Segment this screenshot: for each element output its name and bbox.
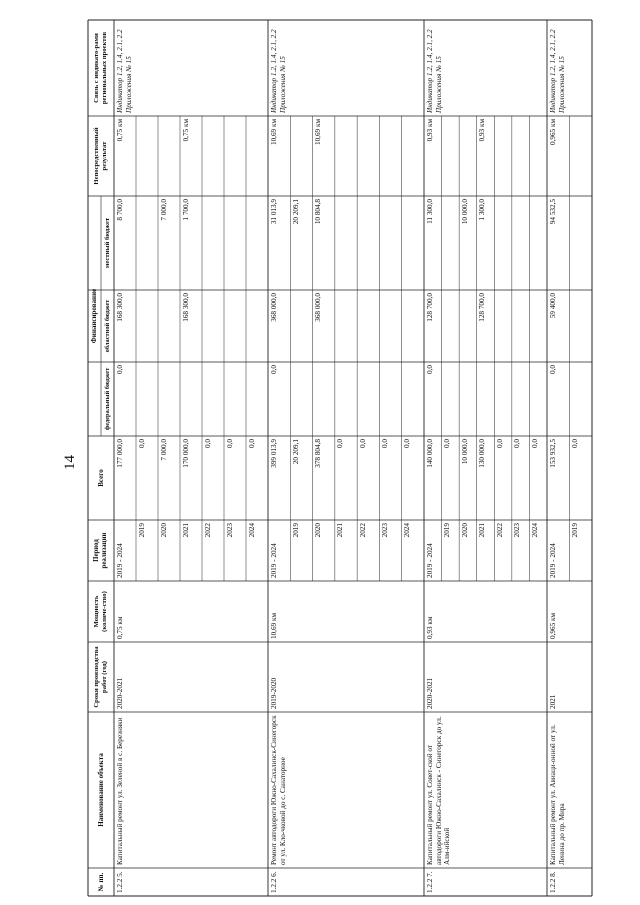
row-terms: 2020-2021 <box>116 677 124 709</box>
cell-period: 2023 <box>380 523 389 538</box>
cell-local: 94 532,5 <box>548 199 557 225</box>
cell-total: 0,0 <box>247 439 256 448</box>
row-num: 1.2.2 5. <box>116 871 124 893</box>
cell-total: 177 000,0 <box>115 439 124 468</box>
cell-local: 10 000,0 <box>460 199 469 225</box>
cell-total: 7 000,0 <box>159 439 168 461</box>
cell-period: 2022 <box>203 523 212 538</box>
cell-period: 2019 <box>443 523 452 538</box>
cell-period: 2019 - 2024 <box>425 543 434 578</box>
cell-local: 31 013,9 <box>269 199 278 225</box>
row-num: 1.2.2 6. <box>270 871 278 893</box>
header-regional: областной бюджет <box>103 299 111 353</box>
cell-period: 2024 <box>530 523 539 538</box>
cell-period: 2022 <box>495 523 504 538</box>
cell-period: 2024 <box>403 523 412 538</box>
header-total: Всего <box>96 469 105 487</box>
cell-result: 0,75 км <box>115 119 124 142</box>
row-link: Индикатор 1.2, 1.4, 2.1, 2.2 Приложения № 15 <box>270 29 287 113</box>
cell-period: 2019 <box>571 523 579 538</box>
cell-total: 0,0 <box>571 439 579 448</box>
cell-period: 2022 <box>358 523 367 538</box>
cell-regional: 168 300,0 <box>115 293 124 322</box>
cell-period: 2021 <box>181 523 190 538</box>
cell-total: 140 000,0 <box>425 439 434 468</box>
cell-federal: 0,0 <box>548 365 557 374</box>
cell-total: 0,0 <box>513 439 522 448</box>
header-num: № пп. <box>96 872 105 892</box>
cell-period: 2020 <box>159 523 168 538</box>
row-capacity: 0,965 км <box>549 612 557 639</box>
cell-regional: 168 300,0 <box>181 293 190 322</box>
cell-federal: 0,0 <box>269 365 278 374</box>
row-name: Капитальный ремонт ул. Зеленой в с. Березняки <box>116 717 124 865</box>
cell-result: 10,69 км <box>314 119 323 146</box>
cell-regional: 128 700,0 <box>478 293 487 322</box>
page-number: 14 <box>62 455 78 470</box>
cell-local: 7 000,0 <box>159 199 168 221</box>
cell-regional: 368 000,0 <box>269 293 278 322</box>
row-link: Индикатор 1.2, 1.4, 2.1, 2.2 Приложения № 15 <box>549 29 566 113</box>
row-num: 1.2.2 7. <box>426 871 434 893</box>
cell-result: 0,75 км <box>181 119 190 142</box>
row-capacity: 10,69 км <box>270 612 278 639</box>
cell-result: 10,69 км <box>269 119 278 146</box>
cell-period: 2020 <box>314 523 323 538</box>
cell-total: 399 013,9 <box>269 439 278 468</box>
header-financing: Финансирование <box>90 288 99 344</box>
cell-period: 2023 <box>225 523 234 538</box>
header-federal: федеральный бюджет <box>103 367 111 431</box>
cell-local: 1 300,0 <box>478 199 487 221</box>
cell-period: 2021 <box>336 523 345 538</box>
cell-local: 8 700,0 <box>115 199 124 221</box>
cell-period: 2019 <box>137 523 146 538</box>
cell-total: 10 000,0 <box>460 439 469 465</box>
cell-total: 130 000,0 <box>478 439 487 468</box>
cell-local: 1 700,0 <box>181 199 190 221</box>
cell-period: 2019 <box>291 523 300 538</box>
cell-local: 20 209,1 <box>291 199 300 225</box>
cell-regional: 128 700,0 <box>425 293 434 322</box>
row-name: Ремонт автодороги Южно-Сахалинск-Синегорск от ул. Кло-чковой до с. Санаторное <box>270 715 287 865</box>
row-link: Индикатор 1.2, 1.4, 2.1, 2.2 Приложения № 15 <box>116 29 133 113</box>
cell-regional: 368 000,0 <box>314 293 323 322</box>
row-link: Индикатор 1.2, 1.4, 2.1, 2.2 Приложения № 15 <box>426 29 443 113</box>
cell-period: 2020 <box>460 523 469 538</box>
row-capacity: 0,93 км <box>426 616 434 639</box>
row-terms: 2021 <box>549 694 557 709</box>
cell-result: 0,93 км <box>478 119 487 142</box>
cell-period: 2021 <box>478 523 487 538</box>
cell-total: 0,0 <box>403 439 412 448</box>
row-num: 1.2.2 8. <box>549 871 557 893</box>
row-name: Капитальный ремонт ул. Совет-ской от автодороги Южно-Сахалинск - Синегорск до ул. Алм-ийской <box>426 716 451 865</box>
cell-period: 2019 - 2024 <box>115 543 124 578</box>
cell-result: 0,93 км <box>425 119 434 142</box>
cell-federal: 0,0 <box>115 365 124 374</box>
cell-total: 0,0 <box>203 439 212 448</box>
cell-total: 170 000,0 <box>181 439 190 468</box>
cell-period: 2024 <box>247 523 256 538</box>
row-terms: 2019-2020 <box>270 677 278 709</box>
cell-total: 0,0 <box>137 439 146 448</box>
cell-total: 0,0 <box>443 439 452 448</box>
cell-total: 20 209,1 <box>291 439 300 465</box>
row-name: Капитальный ремонт ул. Авиаци-онной от ул. Ленина до пр. Мира <box>549 724 566 865</box>
cell-result: 0,965 км <box>548 119 557 146</box>
cell-local: 11 300,0 <box>425 199 434 224</box>
cell-regional: 59 400,0 <box>548 293 557 319</box>
cell-federal: 0,0 <box>425 365 434 374</box>
cell-total: 0,0 <box>530 439 539 448</box>
cell-total: 0,0 <box>380 439 389 448</box>
cell-local: 10 804,8 <box>314 199 323 225</box>
header-link: Связь с индикато-рами региональных проектов <box>93 31 108 105</box>
header-result: Непосредственный результат <box>93 127 108 185</box>
cell-period: 2019 - 2024 <box>269 543 278 578</box>
row-terms: 2020-2021 <box>426 677 434 709</box>
header-capacity: Мощность (количе-ство) <box>93 591 108 632</box>
cell-total: 0,0 <box>225 439 234 448</box>
cell-total: 0,0 <box>495 439 504 448</box>
cell-period: 2019 - 2024 <box>548 543 557 578</box>
cell-total: 153 932,5 <box>548 439 557 468</box>
header-period: Период реализации <box>93 532 108 569</box>
header-terms: Сроки производства работ (год) <box>93 646 108 708</box>
cell-period: 2023 <box>513 523 522 538</box>
cell-total: 0,0 <box>336 439 345 448</box>
row-capacity: 0,75 км <box>116 616 124 639</box>
header-local: местный бюджет <box>103 217 111 269</box>
cell-total: 378 804,8 <box>314 439 323 468</box>
cell-total: 0,0 <box>358 439 367 448</box>
header-name: Наименование объекта <box>96 753 105 827</box>
